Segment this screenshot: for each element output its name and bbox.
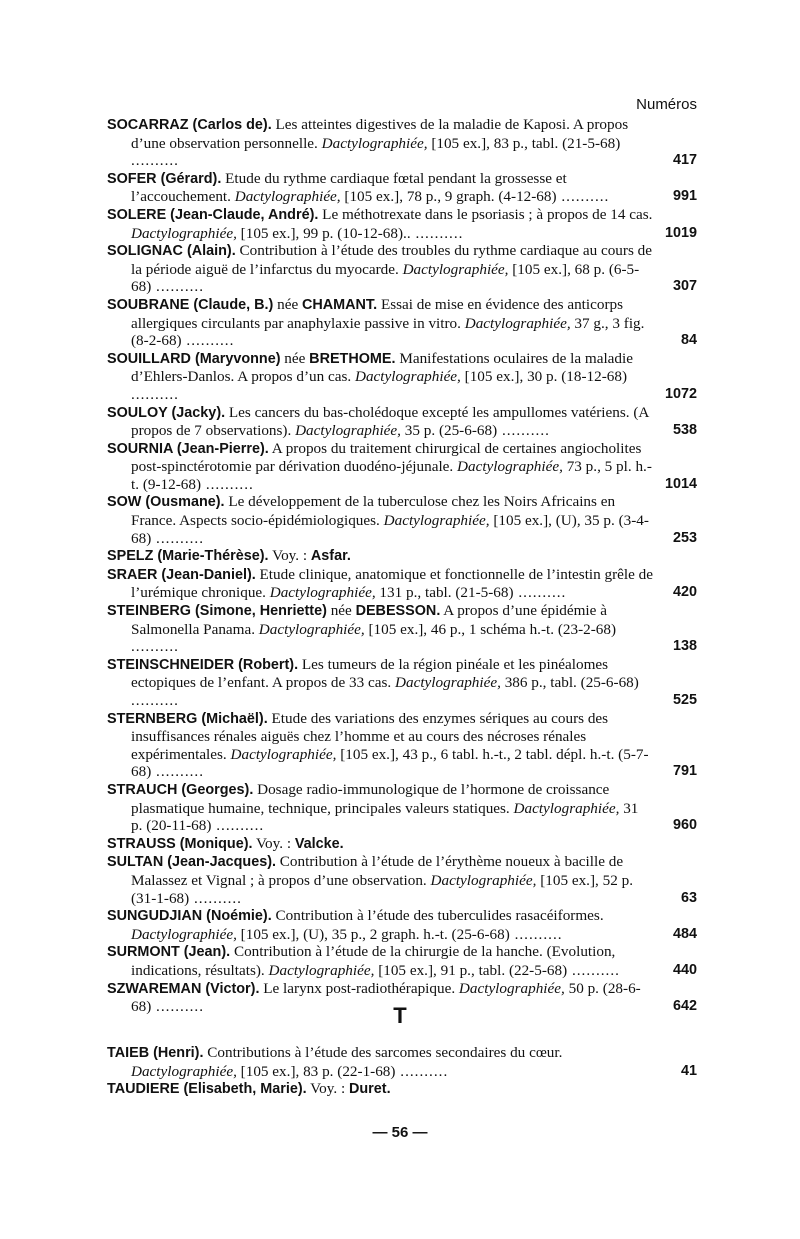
author-name: SPELZ (Marie-Thérèse). [107,548,269,565]
author-name: STRAUSS (Monique). [107,835,253,852]
publication-type: Dactylographiée, [513,799,620,817]
author-name: STERNBERG (Michaël). [107,710,268,727]
entry-text [107,943,697,979]
entry-text [107,602,697,656]
leader-dots: .......... [410,224,464,242]
publication-details: [105 ex.], 46 p., 1 schéma h.-t. (23-2-68) [364,620,617,638]
leader-dots: .......... [151,763,205,781]
author-name: SZWAREMAN (Victor). [107,980,260,997]
entry-text [107,116,697,170]
entry-number: 41 [680,1062,697,1079]
page-number: — 56 — [372,1124,428,1141]
married-name: DEBESSON. [355,603,441,620]
thesis-title: Les atteintes digestives de la maladie de Kaposi. A propos d’une observation personnelle. [131,116,629,152]
author-name: SOULOY (Jacky). [107,404,226,421]
index-entry [107,1044,697,1080]
entry-list-s [107,116,697,1016]
entry-number: 63 [680,889,697,906]
publication-details: [105 ex.], 83 p. (22-1-68) [236,1062,396,1080]
publication-details: [105 ex.], 68 p. (6-5-68) [131,260,640,296]
index-entry [107,206,697,242]
publication-type: Dactylographiée, [258,620,365,638]
entry-number: 420 [672,584,697,601]
author-name: STEINSCHNEIDER (Robert). [107,656,299,673]
publication-type: Dactylographiée, [458,979,565,997]
entry-number: 642 [672,998,697,1015]
leader-dots: .......... [509,925,563,943]
publication-type: Dactylographiée, [464,314,571,332]
leader-dots: .......... [567,961,620,979]
publication-type: Dactylographiée, [295,422,401,440]
index-entry [107,781,697,835]
entry-text [107,566,697,602]
index-column-s [107,96,697,1016]
leader-dots: .......... [556,188,610,206]
index-entry [107,116,697,170]
entry-number: 417 [672,152,697,169]
leader-dots: .......... [151,998,205,1016]
entry-list-t [107,1044,697,1099]
entry-text [107,656,697,710]
index-entry [107,404,697,440]
publication-details: [105 ex.], 30 p. (18-12-68) [460,368,628,386]
author-name: TAIEB (Henri). [107,1045,204,1061]
cross-reference: Asfar. [310,548,351,565]
entry-text [107,710,697,781]
married-prefix: née [273,295,302,313]
publication-details: [105 ex.], (U), 35 p. (3-4-68) [131,512,649,547]
entry-number: 1019 [664,224,697,241]
author-name: SOCARRAZ (Carlos de). [107,117,272,133]
publication-details: 37 g., 3 fig. (8-2-68) [131,314,645,350]
entry-text [107,440,697,494]
entry-text [107,350,697,404]
index-entry [107,602,697,656]
entry-number: 440 [672,961,697,978]
author-name: SOURNIA (Jean-Pierre). [107,440,269,457]
publication-details: 31 p. (20-11-68) [131,799,639,835]
entry-number: 960 [672,817,697,834]
married-prefix: née [280,349,310,367]
publication-details: 73 p., 5 pl. h.-t. (9-12-68) [131,458,652,493]
entry-number: 484 [672,925,697,942]
index-entry [107,566,697,602]
entry-text [107,296,697,350]
author-name: SOUILLARD (Maryvonne) [107,350,281,367]
entry-text [107,1080,697,1099]
publication-details: [105 ex.], 78 p., 9 graph. (4-12-68) [340,188,557,206]
publication-type: Dactylographiée, [234,188,341,206]
publication-type: Dactylographiée, [230,745,337,763]
entry-number: 138 [672,638,697,655]
entry-text [107,853,697,907]
entry-number: 84 [680,332,697,349]
entry-number: 253 [672,529,697,546]
publication-details: [105 ex.], 91 p., tabl. (22-5-68) [374,961,568,979]
index-entry [107,907,697,943]
thesis-title: Contributions à l’étude des sarcomes secondaires du cœur. [203,1044,563,1061]
leader-dots: .......... [395,1062,449,1080]
thesis-title: Contribution à l’étude des tuberculides rasacéiformes. [271,907,604,925]
publication-details: [105 ex.], 43 p., 6 tabl. h.-t., 2 tabl. dépl. h.-t. (5-7-68) [131,745,649,781]
leader-dots: .......... [181,332,235,350]
index-entry [107,656,697,710]
author-name: STEINBERG (Simone, Henriette) [107,603,327,620]
author-name: SULTAN (Jean-Jacques). [107,854,276,871]
index-entry [107,1080,697,1099]
publication-details: 50 p. (28-6-68) [131,979,641,1016]
thesis-title: A propos d’une épidémie à Salmonella Panama. [131,602,607,638]
index-entry [107,853,697,907]
cross-reference: Duret. [348,1081,391,1098]
thesis-title: Contribution à l’étude de la chirurgie de la hanche. (Evolution, indications, résultats). [131,943,616,979]
author-name: SOW (Ousmane). [107,494,225,511]
leader-dots: .......... [131,692,179,709]
leader-dots: .......... [513,584,567,602]
publication-details: [105 ex.], (U), 35 p., 2 graph. h.-t. (25-6-68) [236,925,510,943]
publication-type: Dactylographiée, [383,512,490,530]
entry-number: 1072 [664,385,697,402]
entry-text [107,242,697,296]
author-name: SOFER (Gérard). [107,170,222,187]
publication-details: 131 p., tabl. (21-5-68) [375,584,514,602]
publication-details: [105 ex.], 99 p. (10-12-68).. [236,224,411,242]
leader-dots: .......... [151,278,205,296]
publication-type: Dactylographiée, [321,134,428,152]
entry-number: 307 [672,278,697,295]
entry-text [107,835,697,854]
leader-dots: .......... [131,638,179,656]
leader-dots: .......... [131,385,179,403]
married-name: CHAMANT. [301,296,378,313]
publication-type: Dactylographiée, [395,674,501,692]
publication-type: Dactylographiée, [131,1062,237,1080]
leader-dots: .......... [211,817,265,835]
thesis-title: Les tumeurs de la région pinéale et les pinéalomes ectopiques de l’enfant. A propos de 33 cas. [131,655,609,692]
thesis-title: Dosage radio-immunologique de l’hormone de croissance plasmatique humaine, technique, principales valeurs statiques. [131,780,610,817]
index-column-t [107,1044,697,1099]
entry-text [107,547,697,566]
entry-text [107,206,697,242]
section-letter: T [393,1003,407,1028]
publication-type: Dactylographiée, [457,458,563,476]
publication-details: 35 p. (25-6-68) [400,422,498,440]
thesis-title: Voy. : [268,547,311,565]
entry-text [107,404,697,440]
author-name: SOLERE (Jean-Claude, André). [107,206,319,223]
cross-reference: Valcke. [294,835,344,852]
publication-type: Dactylographiée, [131,925,237,943]
married-name: BRETHOME. [309,350,396,367]
author-name: STRAUCH (Georges). [107,781,254,798]
publication-type: Dactylographiée, [354,368,461,386]
thesis-title: Voy. : [252,834,295,852]
entry-number: 525 [672,692,697,708]
publication-details: [105 ex.], 52 p. (31-1-68) [131,871,633,907]
thesis-title: Etude clinique, anatomique et fonctionnelle de l’intestin grêle de l’urémique chronique. [131,565,654,602]
thesis-title: Le larynx post-radiothérapique. [259,979,459,997]
index-entry [107,296,697,350]
leader-dots: .......... [189,889,242,907]
index-entry [107,350,697,404]
entry-number: 791 [672,763,697,780]
leader-dots: .......... [497,422,550,440]
thesis-title: Contribution à l’étude de l’érythème noueux à bacille de Malassez et Vignal ; à propos d’une observation. [131,853,624,889]
thesis-title: Manifestations oculaires de la maladie d’Ehlers-Danlos. A propos d’un cas. [131,349,633,386]
leader-dots: .......... [201,475,254,493]
entry-number: 538 [672,422,697,439]
entry-text [107,170,697,206]
publication-type: Dactylographiée, [269,584,376,602]
entry-number: 1014 [664,475,697,492]
entry-text [107,1044,697,1080]
publication-type: Dactylographiée, [268,961,375,979]
author-name: SURMONT (Jean). [107,944,231,961]
thesis-title: A propos du traitement chirurgical de certaines angiocholites post-spinctérotomie par dérivation duodéno-jéjunale. [131,439,642,476]
thesis-title: Voy. : [306,1080,349,1098]
publication-details: [105 ex.], 83 p., tabl. (21-5-68) [427,134,621,152]
author-name: TAUDIERE (Elisabeth, Marie). [107,1081,307,1098]
publication-type: Dactylographiée, [430,871,537,889]
index-entry [107,493,697,547]
married-prefix: née [326,602,356,620]
index-entry [107,710,697,781]
thesis-title: Le développement de la tuberculose chez les Noirs Africains en France. Aspects socio-épidémiologiques. [131,493,616,530]
index-entry [107,547,697,566]
leader-dots: .......... [131,152,179,170]
author-name: SUNGUDJIAN (Noémie). [107,908,272,925]
thesis-title: Essai de mise en évidence des anticorps allergiques circulants par anaphylaxie passive in vitro. [131,295,624,332]
index-entry [107,242,697,296]
index-entry [107,943,697,979]
numbers-column-header: Numéros [636,96,697,113]
index-entry [107,170,697,206]
author-name: SOUBRANE (Claude, B.) [107,296,274,313]
thesis-title: Le méthotrexate dans le psoriasis ; à propos de 14 cas. [318,205,653,223]
publication-details: 386 p., tabl. (25-6-68) [500,674,639,692]
thesis-title: Contribution à l’étude des troubles du rythme cardiaque au cours de la période aiguë de l’infarctus du myocarde. [131,242,652,278]
publication-type: Dactylographiée, [131,224,237,242]
thesis-title: Etude du rythme cardiaque fœtal pendant la grossesse et l’accouchement. [131,169,567,206]
publication-type: Dactylographiée, [402,260,509,278]
entry-text [107,907,697,943]
entry-text [107,781,697,835]
author-name: SOLIGNAC (Alain). [107,243,236,260]
thesis-title: Les cancers du bas-cholédoque excepté les ampullomes vatériens. (A propos de 7 observations). [131,403,649,440]
thesis-title: Etude des variations des enzymes sériques au cours des insuffisances rénales aiguës chez l’homme et au cours des nécroses rénales expérimentales. [131,709,609,763]
entry-text [107,493,697,547]
index-entry [107,835,697,854]
leader-dots: .......... [151,529,205,547]
index-entry [107,440,697,494]
entry-number: 991 [672,188,697,205]
author-name: SRAER (Jean-Daniel). [107,566,256,583]
